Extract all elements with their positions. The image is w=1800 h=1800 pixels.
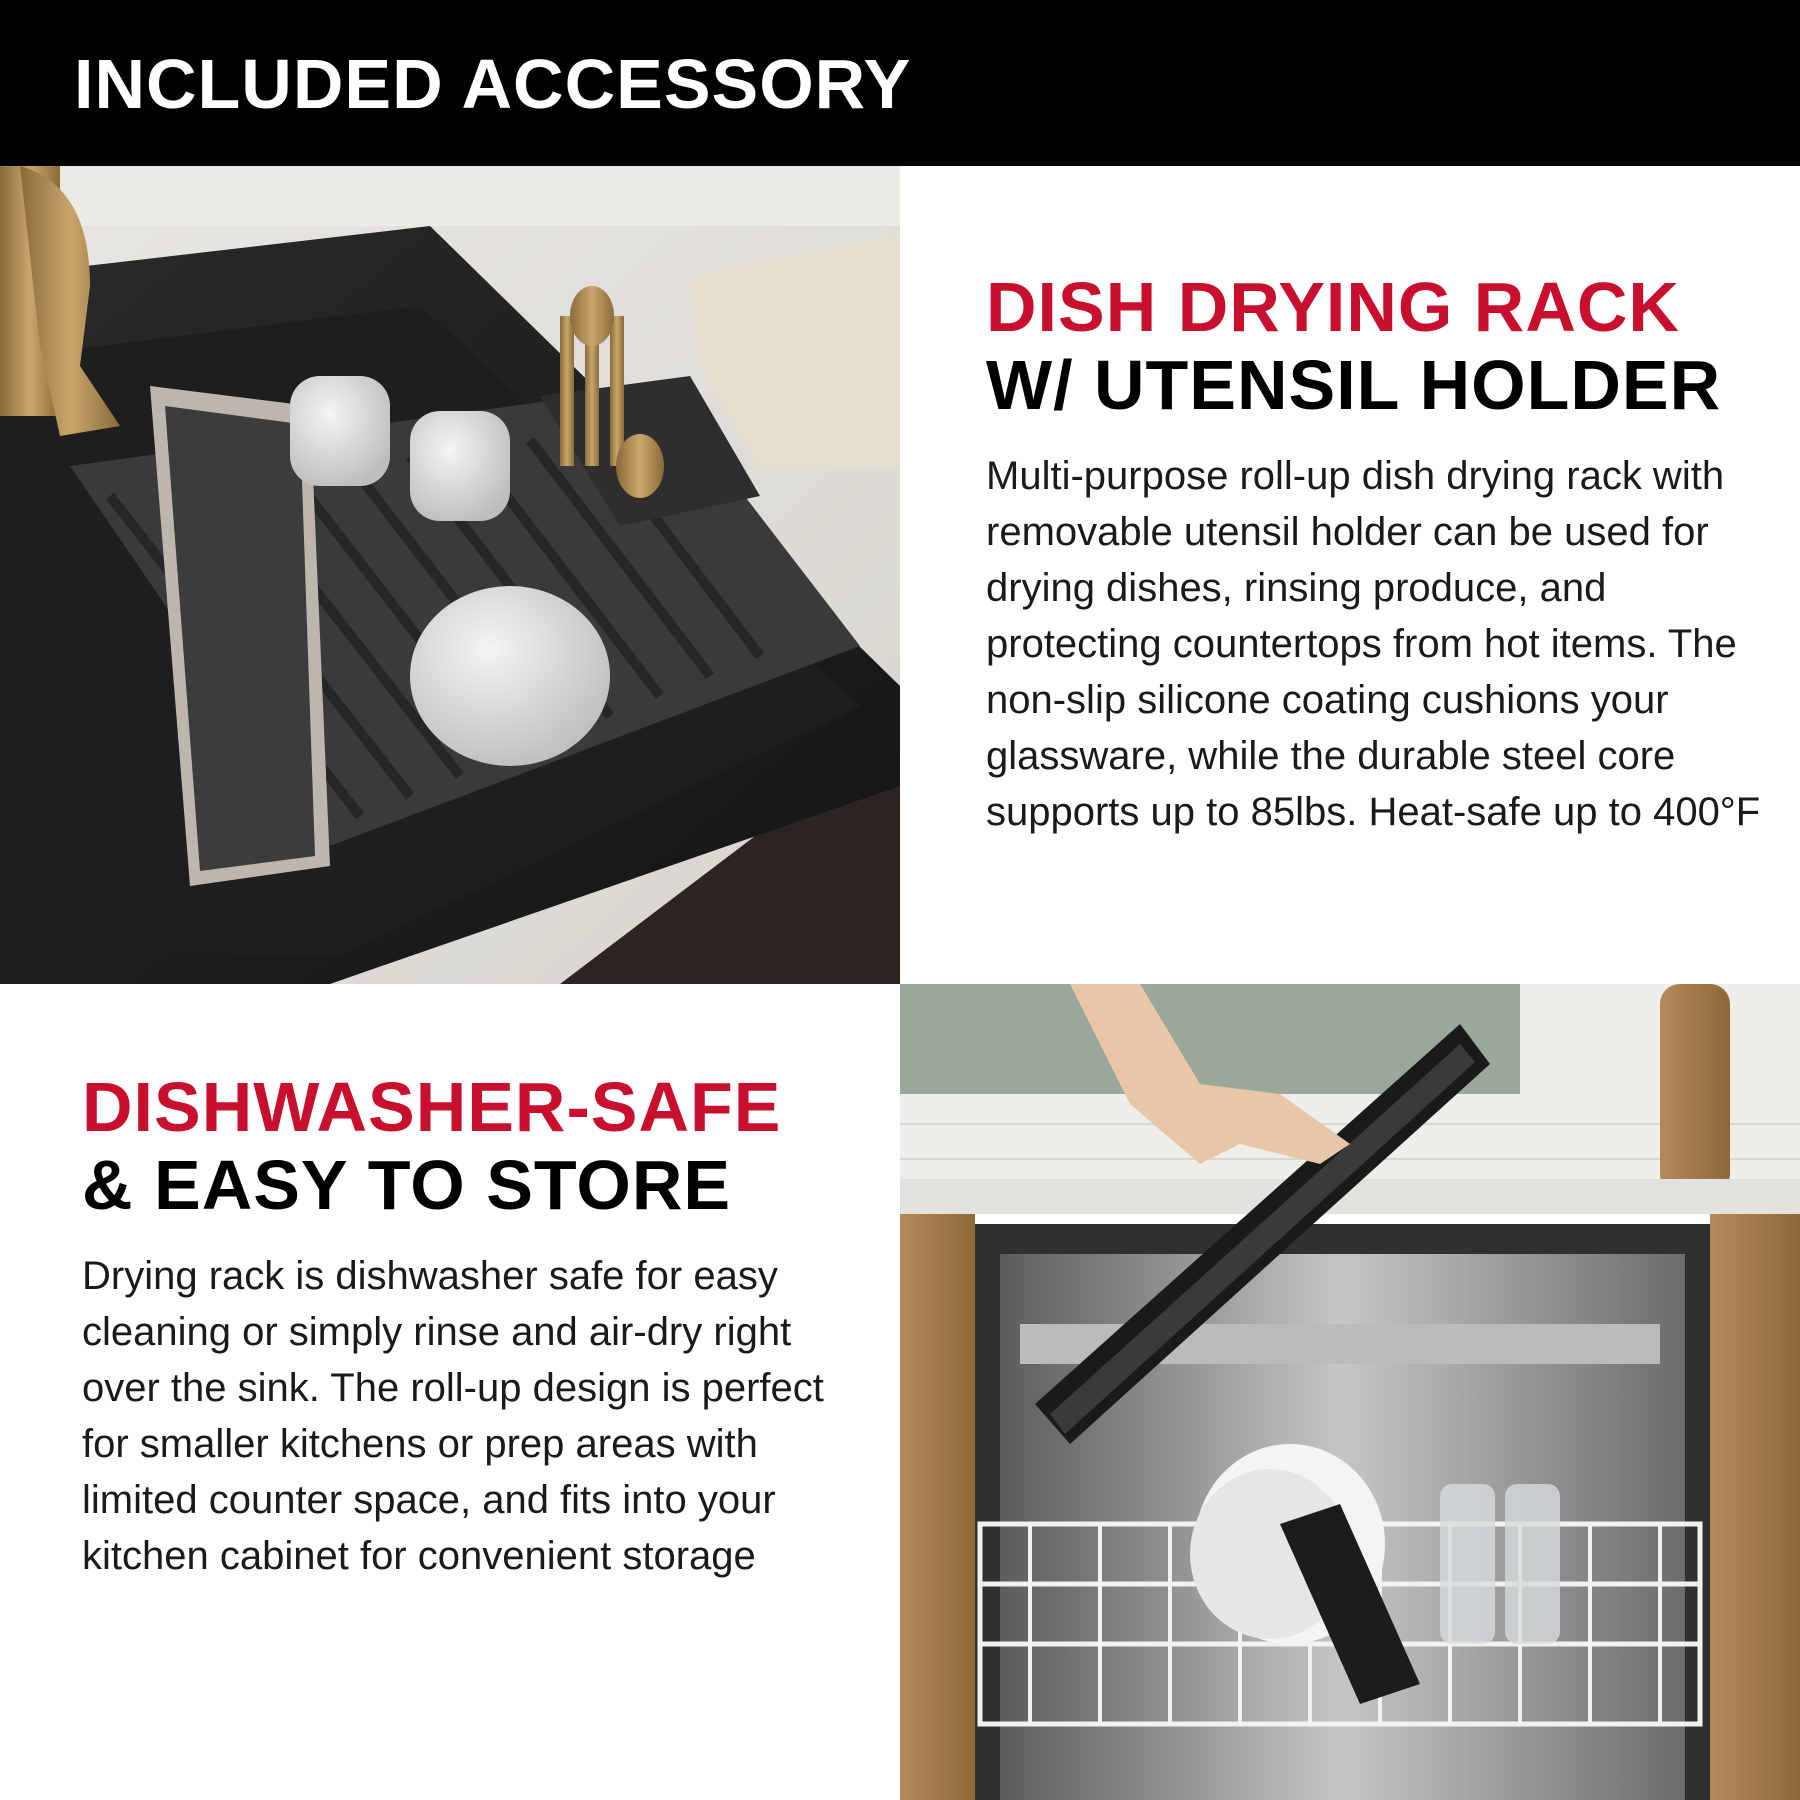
dishwasher-feature	[82, 1068, 862, 1584]
drying-rack-feature	[986, 268, 1766, 840]
sink-drying-rack-photo	[0, 166, 900, 984]
header-title: INCLUDED ACCESSORY	[74, 45, 912, 123]
drying-rack-heading-black: W/ UTENSIL HOLDER	[986, 346, 1722, 424]
dishwasher-photo	[900, 984, 1800, 1800]
drying-rack-heading-red: DISH DRYING RACK	[986, 268, 1680, 346]
dishwasher-heading-red: DISHWASHER-SAFE	[82, 1068, 782, 1146]
dishwasher-description: Drying rack is dishwasher safe for easy cleaning or simply rinse and air-dry right over the sink. The roll-up design is perfect for smaller kitchens or prep areas with limited counter space, and fits into your kitchen cabinet for convenient storage	[82, 1254, 824, 1578]
dishwasher-heading-black: & EASY TO STORE	[82, 1146, 732, 1224]
header-band	[0, 0, 1800, 166]
drying-rack-description: Multi-purpose roll-up dish drying rack with removable utensil holder can be used for drying dishes, rinsing produce, and protecting countertops from hot items. The non-slip silicone coating cushions your glassware, while the durable steel core supports up to 85lbs. Heat-safe up to 400°F	[986, 454, 1761, 834]
